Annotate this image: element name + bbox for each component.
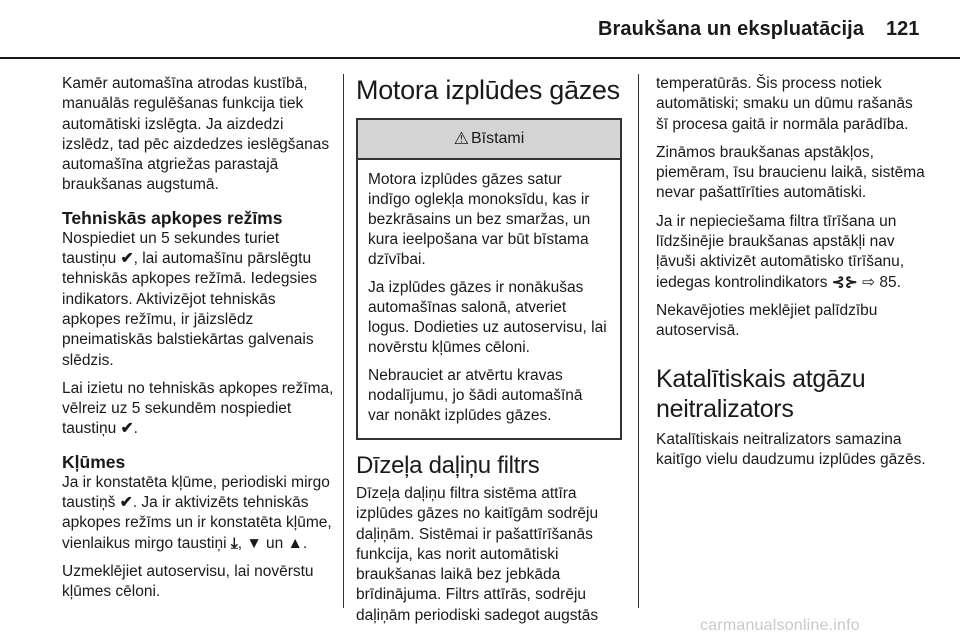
warning-label: Bīstami <box>470 130 525 147</box>
particle-filter-icon: ⊰⊱ <box>831 273 858 291</box>
dpf-paragraph: Dīzeļa daļiņu filtra sistēma attīra izplūdes gāzes no kaitīgām sodrēju daļiņām. Sistēmai ir pašattīrīšanās funkcija, kas norit automātiski braukšanas laikā bez jebkāda brīdinājuma. Filtrs attīrās, sodrēju daļiņām periodiski sadegot augstās <box>356 485 599 624</box>
faults-paragraph: Ja ir konstatēta kļūme, periodiski mirgo taustiņš ✔. Ja ir aktivizēts tehniskās apkopes režīms un ir konstatēta kļūme, vienlaikus mirgo taustiņi ⤓, ▼ un ▲. <box>62 473 332 552</box>
up-arrow-icon: ▲ <box>287 534 303 552</box>
service-mode-heading: Tehniskās apkopes režīms <box>62 207 283 228</box>
column-divider <box>343 74 344 608</box>
service-exit-paragraph: Lai izietu no tehniskās apkopes režīma, vēlreiz uz 5 sekundēm nospiediet taustiņu ✔. <box>62 379 334 438</box>
dpf-conditions-paragraph: Zināmos braukšanas apstākļos, piemēram, īsu braucienu laikā, sistēma nevar pašattīrīties automātiski. <box>656 143 925 202</box>
column-middle <box>356 74 622 634</box>
dpf-service-paragraph: Nekavējoties meklējiet palīdzību autoservisā. <box>656 301 878 340</box>
running-title: Braukšana un ekspluatācija <box>598 18 865 40</box>
intro-paragraph: Kamēr automašīna atrodas kustībā, manuālās regulēšanas funkcija tiek automātiski izslēgta. Ja aizdedzi izslēdz, tad pēc aizdedzes ieslēgšanas automašīna atgriežas parastajā braukšanas augstumā. <box>62 75 330 194</box>
warning-paragraph: Ja izplūdes gāzes ir nonākušas automašīnas salonā, atveriet logus. Dodieties uz autoservisu, lai novērstu kļūmes cēloni. <box>368 279 607 356</box>
dpf-heading: Dīzeļa daļiņu filtrs <box>356 452 540 479</box>
warning-paragraph: Nebrauciet ar atvērtu kravas nodalījumu, jo šādi automašīnā var nonākt izplūdes gāzes. <box>368 367 583 424</box>
header-rule <box>0 57 960 59</box>
warning-body <box>358 160 620 438</box>
column-right <box>656 74 926 478</box>
faults-service-paragraph: Uzmeklējiet autoservisu, lai novērstu kļūmes cēloni. <box>62 562 314 601</box>
dpf-indicator-paragraph: Ja ir nepieciešama filtra tīrīšana un līdzšinējie braukšanas apstākļi nav ļāvuši aktivizēt automātisko tīrīšanu, iedegas kontrolindikators ⊰⊱ ⇨ 85. <box>656 212 905 291</box>
dpf-continued-paragraph: temperatūrās. Šis process notiek automātiski; smaku un dūmu rašanās šī procesa gaitā ir normāla parādība. <box>656 75 913 133</box>
kneel-icon: ⤓ <box>230 534 238 552</box>
wrench-icon: ✔ <box>120 250 134 268</box>
warning-triangle-icon: ⚠ <box>453 129 469 148</box>
warning-header <box>358 120 620 160</box>
wrench-icon: ✔ <box>120 420 134 438</box>
danger-warning-box <box>356 118 622 440</box>
service-mode-paragraph: Nospiediet un 5 sekundes turiet taustiņu ✔, lai automašīnu pārslēgtu tehniskās apkopes režīmā. Iedegsies indikators. Aktivizējot tehniskās apkopes režīmu, ir jāizslēdz pneimatiskās balstiekārtas galvenais slēdzis. <box>62 229 318 369</box>
faults-heading: Kļūmes <box>62 451 126 472</box>
wrench-icon: ✔ <box>119 494 133 512</box>
page-reference-icon: ⇨ <box>862 273 876 291</box>
page-number: 121 <box>886 18 920 40</box>
catalytic-converter-paragraph: Katalītiskais neitralizators samazina kaitīgo vielu daudzumu izplūdes gāzēs. <box>656 430 926 468</box>
column-divider <box>638 74 639 608</box>
exhaust-gases-title: Motora izplūdes gāzes <box>356 75 620 105</box>
watermark: carmanualsonline.info <box>700 617 860 634</box>
down-arrow-icon: ▼ <box>246 534 262 552</box>
warning-paragraph: Motora izplūdes gāzes satur indīgo oglekļa monoksīdu, kas ir bezkrāsains un bez smaržas, un kura ieelpošana var būt bīstama dzīvībai. <box>368 171 591 268</box>
column-left <box>62 74 334 611</box>
catalytic-converter-heading: Katalītiskais atgāzu neitralizators <box>656 364 866 423</box>
